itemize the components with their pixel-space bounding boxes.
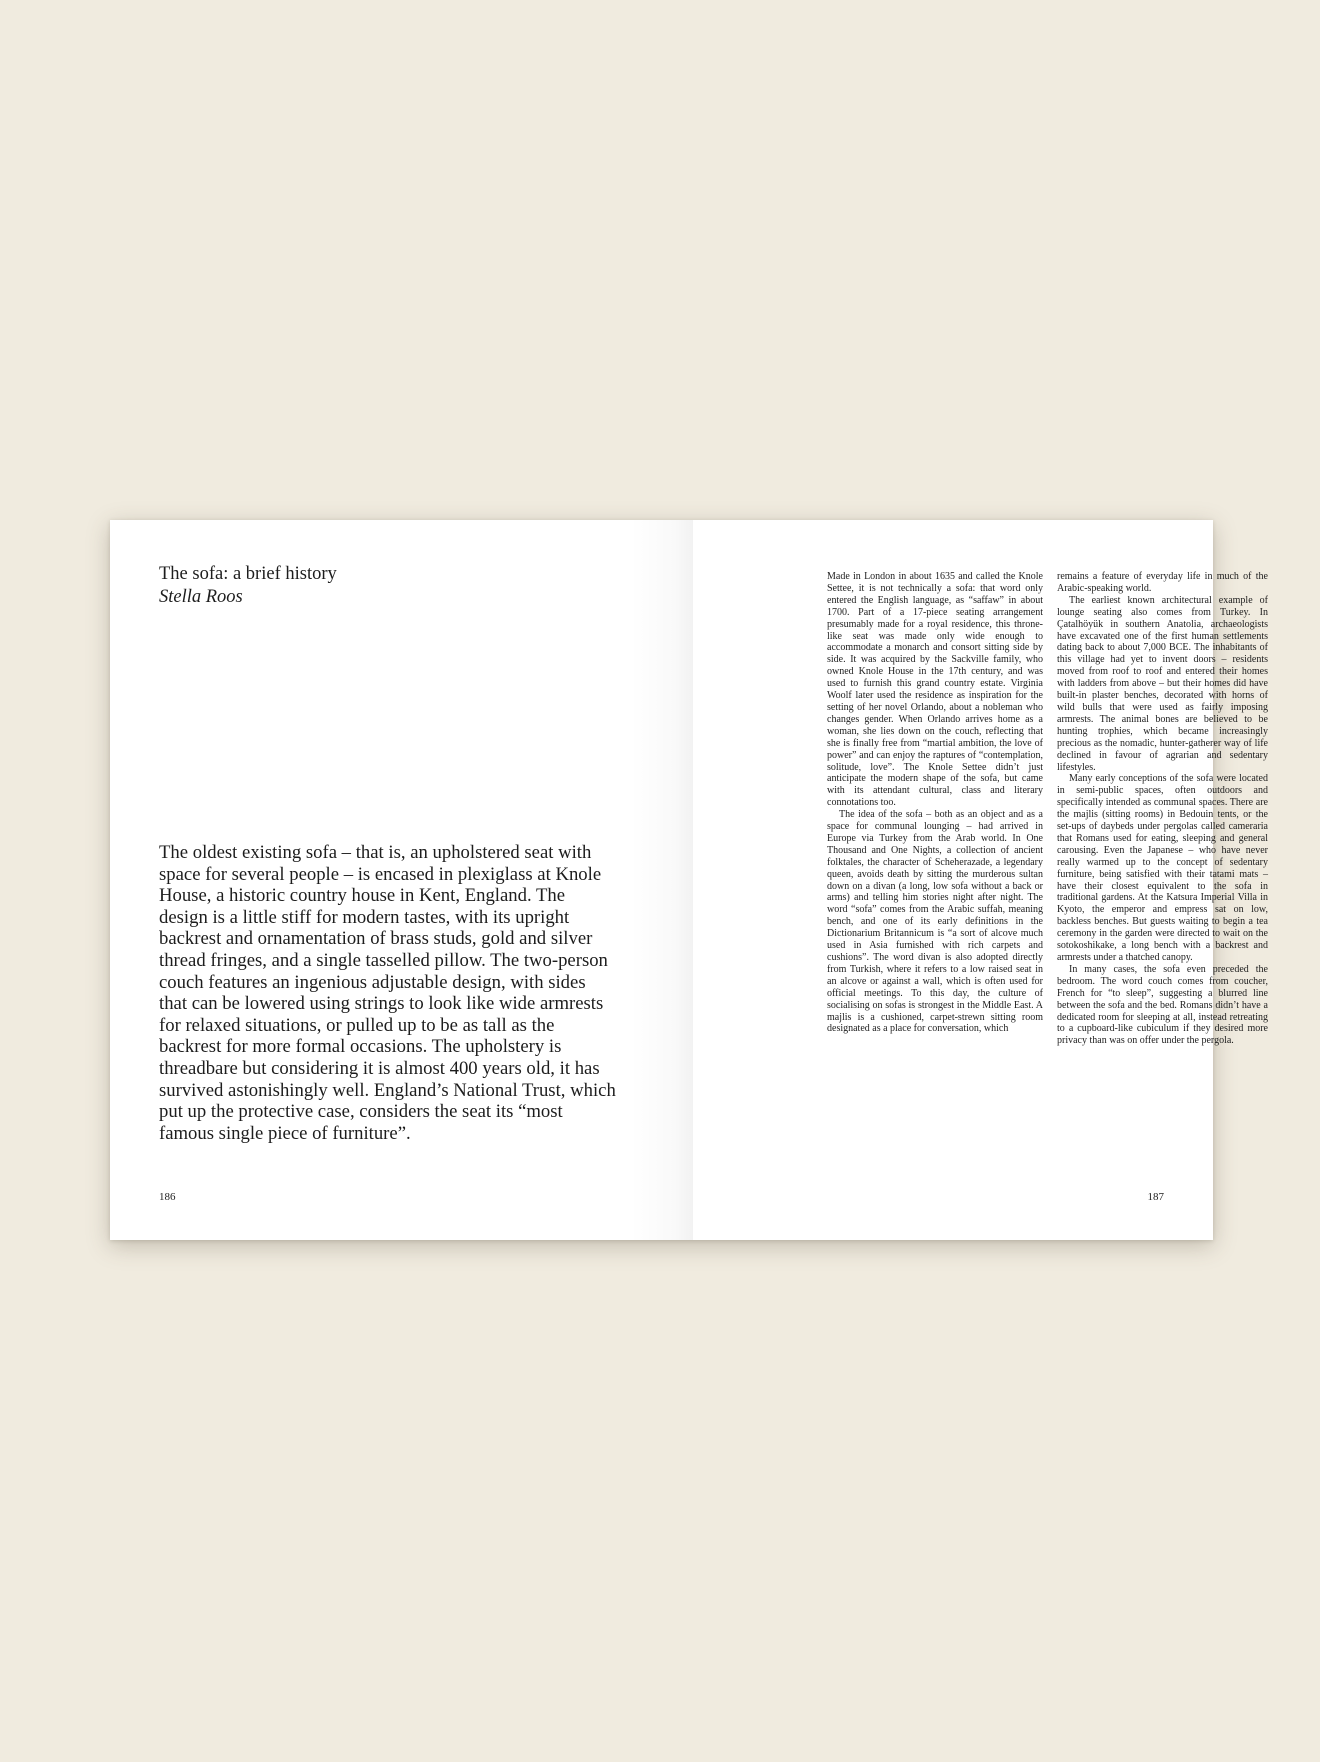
paragraph: The idea of the sofa – both as an object and as a space for communal lounging – had arrived in Europe via Turkey from the Arab world. In One Thousand and One Nights, a collection of ancient folktales, the character of Scheherazade, a legendary queen, avoids death by sitting the murderous sultan down on a divan (a long, low sofa without a back or arms) and telling him stories night after night. The word “sofa” comes from the Arabic suffah, meaning bench, and one of its early definitions in the Dictionarium Britannicum is “a sort of alcove much used in Asia furnished with rich carpets and cushions”. The word divan is also adopted directly from Turkish, where it refers to a low raised seat in an alcove or against a wall, which is often used for official meetings. To this day, the culture of socialising on sofas is strongest in the Middle East. A majlis is a cushioned, carpet-strewn sitting room designated as a place for conversation, which bbox=[827, 809, 1043, 1035]
book-spread bbox=[110, 520, 1268, 1240]
page-number-right: 187 bbox=[1147, 1191, 1164, 1203]
paragraph: Made in London in about 1635 and called the Knole Settee, it is not technically a sofa: that word only entered the English language, as “saffaw” in about 1700. Part of a 17-piece seating arrangement presumably made for a royal residence, this throne-like seat was made only wide enough to accommodate a monarch and consort sitting side by side. It was acquired by the Sackville family, who owned Knole House in the 17th century, and was used to furnish this grand country estate. Virginia Woolf later used the residence as inspiration for the setting of her novel Orlando, about a nobleman who changes gender. When Orlando arrives home as a woman, she lies down on the couch, reflecting that she is finally free from “martial ambition, the love of power” and can enjoy the raptures of “contemplation, solitude, love”. The Knole Settee didn’t just anticipate the modern shape of the sofa, but came with its attendant cultural, class and literary connotations too. bbox=[827, 571, 1043, 809]
paragraph: The earliest known architectural example of lounge seating also comes from Turkey. In Çatalhöyük in southern Anatolia, archaeologists have excavated one of the first human settlements dating back to about 7,000 BCE. The inhabitants of this village had yet to invent doors – residents moved from roof to roof and entered their homes with ladders from above – but their homes did have built-in plaster benches, decorated with horns of wild bulls that were used as fairly imposing armrests. The animal bones are believed to be hunting trophies, which became increasingly precious as the nomadic, hunter-gatherer way of life declined in favour of agrarian and sedentary lifestyles. bbox=[1057, 594, 1268, 773]
lead-paragraph: The oldest existing sofa – that is, an upholstered seat with space for several people – is encased in plexiglass at Knole House, a historic country house in Kent, England. The design is a little stiff for modern tastes, with its upright backrest and ornamentation of brass studs, gold and silver thread fringes, and a single tasselled pillow. The two-person couch features an ingenious adjustable design, with sides that can be lowered using strings to look like wide armrests for relaxed situations, or pulled up to be as tall as the backrest for more formal occasions. The upholstery is threadbare but considering it is almost 400 years old, it has survived astonishingly well. England’s National Trust, which put up the protective case, considers the seat its “most famous single piece of furniture”. bbox=[159, 842, 616, 1144]
paragraph: In many cases, the sofa even preceded the bedroom. The word couch comes from coucher, French for “to sleep”, suggesting a blurred line between the sofa and the bed. Romans didn’t have a dedicated room for sleeping at all, instead retreating to a cupboard-like cubiculum if they desired more privacy than was on offer under the pergola. bbox=[1057, 963, 1268, 1047]
article-title: The sofa: a brief history bbox=[159, 564, 337, 584]
left-page bbox=[110, 520, 661, 1240]
article-author: Stella Roos bbox=[159, 587, 243, 607]
paragraph: Many early conceptions of the sofa were located in semi-public spaces, often outdoors and specifically intended as communal spaces. There are the majlis (sitting rooms) in Bedouin tents, or the set-ups of daybeds under pergolas called cameraria that Romans used for eating, sleeping and general carousing. Even the Japanese – who have never really warmed up to the concept of sedentary furniture, being satisfied with their tatami mats – have their closest equivalent to the sofa in traditional gardens. At the Katsura Imperial Villa in Kyoto, the emperor and empress sat on low, backless benches. But guests waiting to begin a tea ceremony in the garden were directed to wait on the sotokoshikake, a long bench with a backrest and armrests under a thatched canopy. bbox=[1057, 773, 1268, 963]
paragraph: remains a feature of everyday life in much of the Arabic-speaking world. bbox=[1057, 571, 1268, 594]
page-number-left: 186 bbox=[159, 1191, 176, 1203]
text-column-2 bbox=[1057, 571, 1268, 1047]
right-page bbox=[661, 520, 1268, 1240]
text-column-1 bbox=[827, 571, 1043, 1035]
